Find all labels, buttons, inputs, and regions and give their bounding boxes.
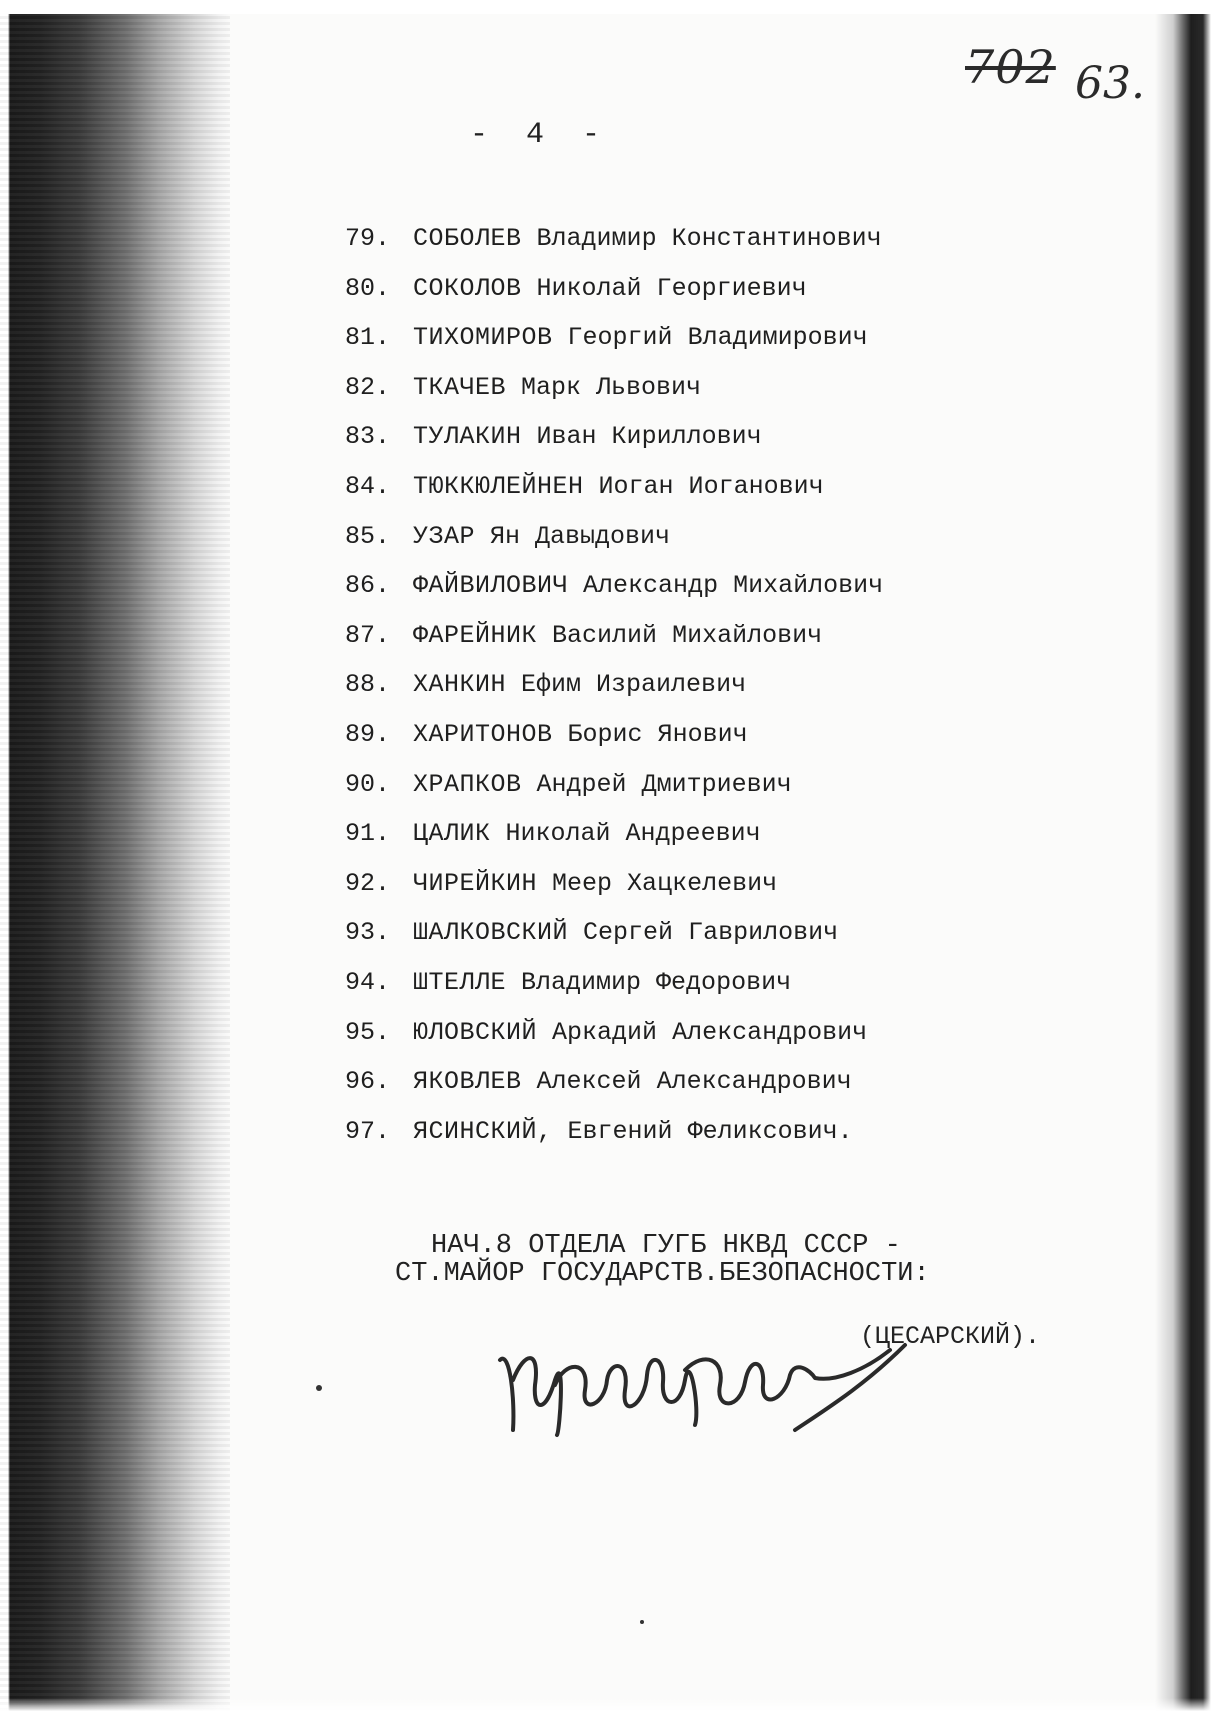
list-item — [345, 512, 883, 562]
item-surname: ХАНКИН — [413, 670, 507, 700]
item-given-names: Алексей Александрович — [536, 1067, 852, 1097]
item-given-names: Ефим Израилевич — [521, 670, 747, 700]
list-item — [345, 809, 883, 859]
list-item — [345, 660, 883, 710]
list-item — [345, 1057, 883, 1107]
archive-number-crossed-out: 702 — [965, 40, 1056, 94]
item-number: 82. — [345, 372, 391, 402]
item-surname: СОКОЛОВ — [413, 273, 522, 303]
spacer — [553, 720, 568, 749]
item-given-names: Николай Георгиевич — [536, 273, 807, 303]
item-surname: ШТЕЛЛЕ — [413, 967, 507, 997]
bottom-margin — [0, 1698, 1215, 1720]
spacer — [568, 918, 583, 947]
spacer — [553, 1117, 568, 1146]
archive-number-current: 63. — [1075, 58, 1145, 109]
item-surname: ЯКОВЛЕВ — [413, 1067, 522, 1097]
item-number: 91. — [345, 819, 391, 849]
item-surname: ТУЛАКИН — [413, 422, 522, 452]
item-surname: ФАРЕЙНИК — [413, 620, 538, 650]
item-surname: ЦАЛИК — [413, 819, 491, 849]
item-number: 80. — [345, 273, 391, 303]
right-edge-shadow — [1155, 0, 1215, 1720]
item-surname: ШАЛКОВСКИЙ — [413, 918, 569, 948]
list-item — [345, 908, 883, 958]
item-given-names: Аркадий Александрович — [552, 1017, 868, 1047]
spacer — [506, 670, 521, 699]
item-number: 93. — [345, 918, 391, 948]
speck — [640, 1620, 644, 1624]
spacer — [522, 274, 537, 303]
list-item — [345, 264, 883, 314]
item-number: 87. — [345, 620, 391, 650]
item-surname: ФАЙВИЛОВИЧ — [413, 571, 569, 601]
item-number: 92. — [345, 868, 391, 898]
spacer — [522, 422, 537, 451]
spacer — [537, 869, 552, 898]
item-given-names: Александр Михайлович — [583, 571, 884, 601]
list-item — [345, 561, 883, 611]
item-surname: СОБОЛЕВ — [413, 224, 522, 253]
list-item — [345, 1008, 883, 1058]
item-surname: ТИХОМИРОВ — [413, 323, 553, 353]
list-item — [345, 412, 883, 462]
item-number: 84. — [345, 471, 391, 501]
item-given-names: Евгений Феликсович. — [567, 1116, 853, 1146]
item-given-names: Василий Михайлович — [552, 620, 823, 650]
item-surname: УЗАР — [413, 521, 476, 551]
item-number: 89. — [345, 719, 391, 749]
speck — [316, 1385, 322, 1391]
item-number: 79. — [345, 224, 391, 253]
item-surname: ХАРИТОНОВ — [413, 719, 553, 749]
item-surname: ЮЛОВСКИЙ — [413, 1017, 538, 1047]
item-given-names: Андрей Дмитриевич — [536, 769, 792, 799]
list-item — [345, 859, 883, 909]
name-list — [345, 214, 883, 1156]
spacer — [491, 819, 506, 848]
item-surname: ХРАПКОВ — [413, 769, 522, 799]
item-given-names: Ян Давыдович — [490, 521, 671, 551]
item-number: 86. — [345, 571, 391, 601]
signature-block — [395, 1232, 955, 1288]
item-given-names: Иоган Иоганович — [598, 471, 824, 501]
list-item — [345, 611, 883, 661]
list-item — [345, 214, 883, 264]
spacer — [522, 1067, 537, 1096]
item-number: 90. — [345, 769, 391, 799]
signed-name: (ЦЕСАРСКИЙ). — [860, 1322, 1041, 1351]
item-given-names: Марк Львович — [521, 372, 702, 402]
item-given-names: Меер Хацкелевич — [552, 868, 778, 898]
item-number: 95. — [345, 1017, 391, 1047]
list-item — [345, 363, 883, 413]
item-surname: ТКАЧЕВ — [413, 372, 507, 402]
spacer — [537, 1018, 552, 1047]
spacer — [506, 968, 521, 997]
item-given-names: Георгий Владимирович — [567, 323, 868, 353]
list-item — [345, 462, 883, 512]
item-number: 81. — [345, 323, 391, 353]
signatory-title-line1: НАЧ.8 ОТДЕЛА ГУГБ НКВД СССР - — [431, 1231, 901, 1261]
list-item — [345, 1107, 883, 1157]
archive-sheet-number — [955, 30, 1145, 110]
item-given-names: Иван Кириллович — [536, 422, 762, 452]
item-number: 94. — [345, 967, 391, 997]
handwritten-signature — [495, 1290, 915, 1440]
item-surname: ТЮККЮЛЕЙНЕН — [413, 471, 584, 501]
spacer — [506, 373, 521, 402]
list-item — [345, 958, 883, 1008]
item-number: 88. — [345, 670, 391, 700]
page-number: - 4 - — [470, 118, 611, 152]
item-given-names: Владимир Константинович — [536, 224, 882, 253]
item-number: 83. — [345, 422, 391, 452]
item-given-names: Сергей Гаврилович — [583, 918, 839, 948]
item-given-names: Владимир Федорович — [521, 967, 792, 997]
spacer — [553, 323, 568, 352]
item-given-names: Борис Янович — [567, 719, 748, 749]
spacer — [522, 224, 537, 253]
spacer — [584, 472, 599, 501]
spacer — [537, 621, 552, 650]
item-surname: ЧИРЕЙКИН — [413, 868, 538, 898]
item-number: 96. — [345, 1067, 391, 1097]
spacer — [522, 770, 537, 799]
item-number: 85. — [345, 521, 391, 551]
spacer — [475, 522, 490, 551]
spacer — [568, 571, 583, 600]
signatory-title-line2: СТ.МАЙОР ГОСУДАРСТВ.БЕЗОПАСНОСТИ: — [395, 1259, 930, 1289]
list-item — [345, 760, 883, 810]
item-surname: ЯСИНСКИЙ, — [413, 1116, 553, 1146]
item-number: 97. — [345, 1116, 391, 1146]
list-item — [345, 710, 883, 760]
list-item — [345, 313, 883, 363]
top-margin — [0, 0, 1215, 14]
binding-shadow — [0, 0, 230, 1720]
item-given-names: Николай Андреевич — [505, 819, 761, 849]
